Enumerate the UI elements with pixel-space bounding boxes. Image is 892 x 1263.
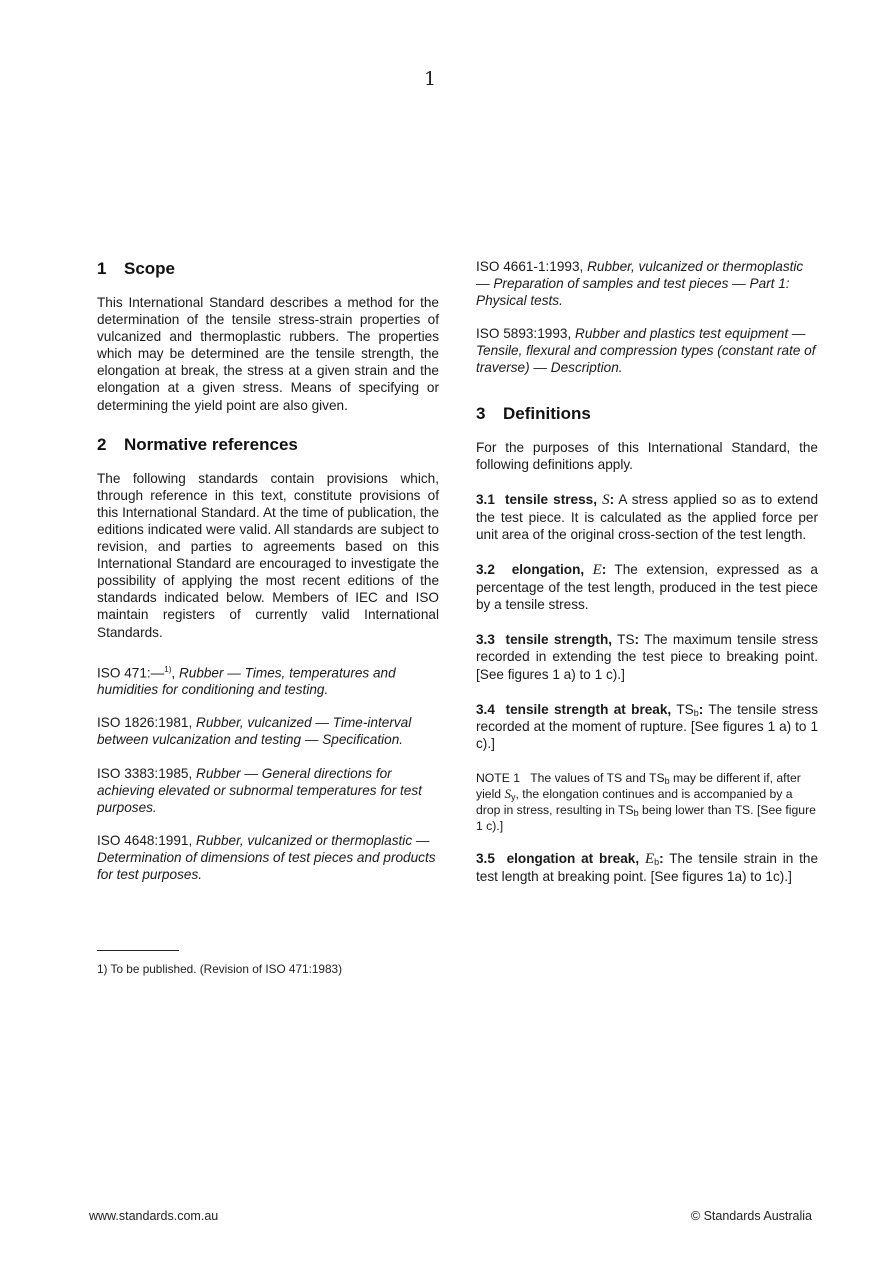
- definition-elongation: 3.2 elongation, E: The extension, expressed as a percentage of the test length, produced in the test piece by a tensile stress.: [476, 562, 818, 613]
- reference-iso-3383: ISO 3383:1985, Rubber — General directions for achieving elevated or subnormal temperatures for test purposes.: [97, 765, 422, 815]
- definition-elongation-at-break: 3.5 elongation at break, $E_b$: The tensile strain in the test length at breaking point. [See figures 1a) to 1c).]: [476, 850, 819, 884]
- definition-tensile-strength-at-break: 3.4 tensile strength at break, $TS_b$: The tensile stress recorded at the moment of rupture. [See figures 1 a) to 1 c).]: [476, 701, 818, 751]
- footnote-divider: [97, 950, 179, 951]
- reference-iso-1826: ISO 1826:1981, Rubber, vulcanized — Time-interval between vulcanization and testing — Specification.: [97, 715, 412, 748]
- section-heading-scope: 1 Scope: [97, 259, 176, 278]
- reference-iso-5893: ISO 5893:1993, Rubber and plastics test equipment — Tensile, flexural and compression types (constant rate of traverse) — Description.: [476, 326, 816, 376]
- footnote-marker: 1): [164, 664, 172, 674]
- footnote: 1) To be published. (Revision of ISO 471:1983): [97, 962, 343, 976]
- left-column: [97, 258, 439, 899]
- reference-iso-471: ISO 471:—$^{1)}$, Rubber — Times, temperatures and humidities for conditioning and testing.: [97, 664, 396, 698]
- definition-tensile-strength: 3.3 tensile strength, TS: The maximum tensile stress recorded in extending the test piece to breaking point. [See figures 1 a) to 1 c).]: [476, 632, 818, 682]
- right-column: [476, 258, 818, 885]
- normative-intro-paragraph: The following standards contain provisions which, through reference in this text, constitute provisions of this International Standard. At the time of publication, the editions indicated were valid. All standards are subject to revision, and parties to agreements based on this International Standard are encouraged to investigate the possibility of applying the most recent editions of the standards indicated below. Members of IEC and ISO maintain registers of currently valid International Standards.: [97, 470, 439, 640]
- scope-paragraph: This International Standard describes a method for the determination of the tensile stress-strain properties of vulcanized and thermoplastic rubbers. The properties which may be determined are the tensile strength, the elongation at break, the stress at a given strain and the elongation at a given stress. Means of specifying or determining the yield point are also given.: [97, 295, 439, 413]
- footer-website: www.standards.com.au: [89, 1209, 219, 1223]
- definition-tensile-stress: 3.1 tensile stress, S: A stress applied so as to extend the test piece. It is calculated as the applied force per unit area of the original cross-section of the test length.: [476, 491, 819, 542]
- reference-iso-4661-1: ISO 4661-1:1993, Rubber, vulcanized or thermoplastic — Preparation of samples and test pieces — Part 1: Physical tests.: [476, 259, 804, 309]
- reference-iso-4648: ISO 4648:1991, Rubber, vulcanized or thermoplastic — Determination of dimensions of test pieces and products for test purposes.: [97, 832, 436, 882]
- footer-copyright: © Standards Australia: [690, 1209, 812, 1223]
- note-1: NOTE 1 The values of TS and $TS_b$ may be different if, after yield $S_y$, the elongation continues and is accompanied by a drop in stress, resulting in $TS_b$ being lower than TS. [See figure 1 c).]: [476, 770, 816, 833]
- section-heading-definitions: 3 Definitions: [476, 403, 591, 423]
- definitions-intro: For the purposes of this International Standard, the following definitions apply.: [476, 439, 818, 472]
- section-heading-normative-references: 2 Normative references: [97, 434, 298, 454]
- page-number: 1: [423, 68, 437, 90]
